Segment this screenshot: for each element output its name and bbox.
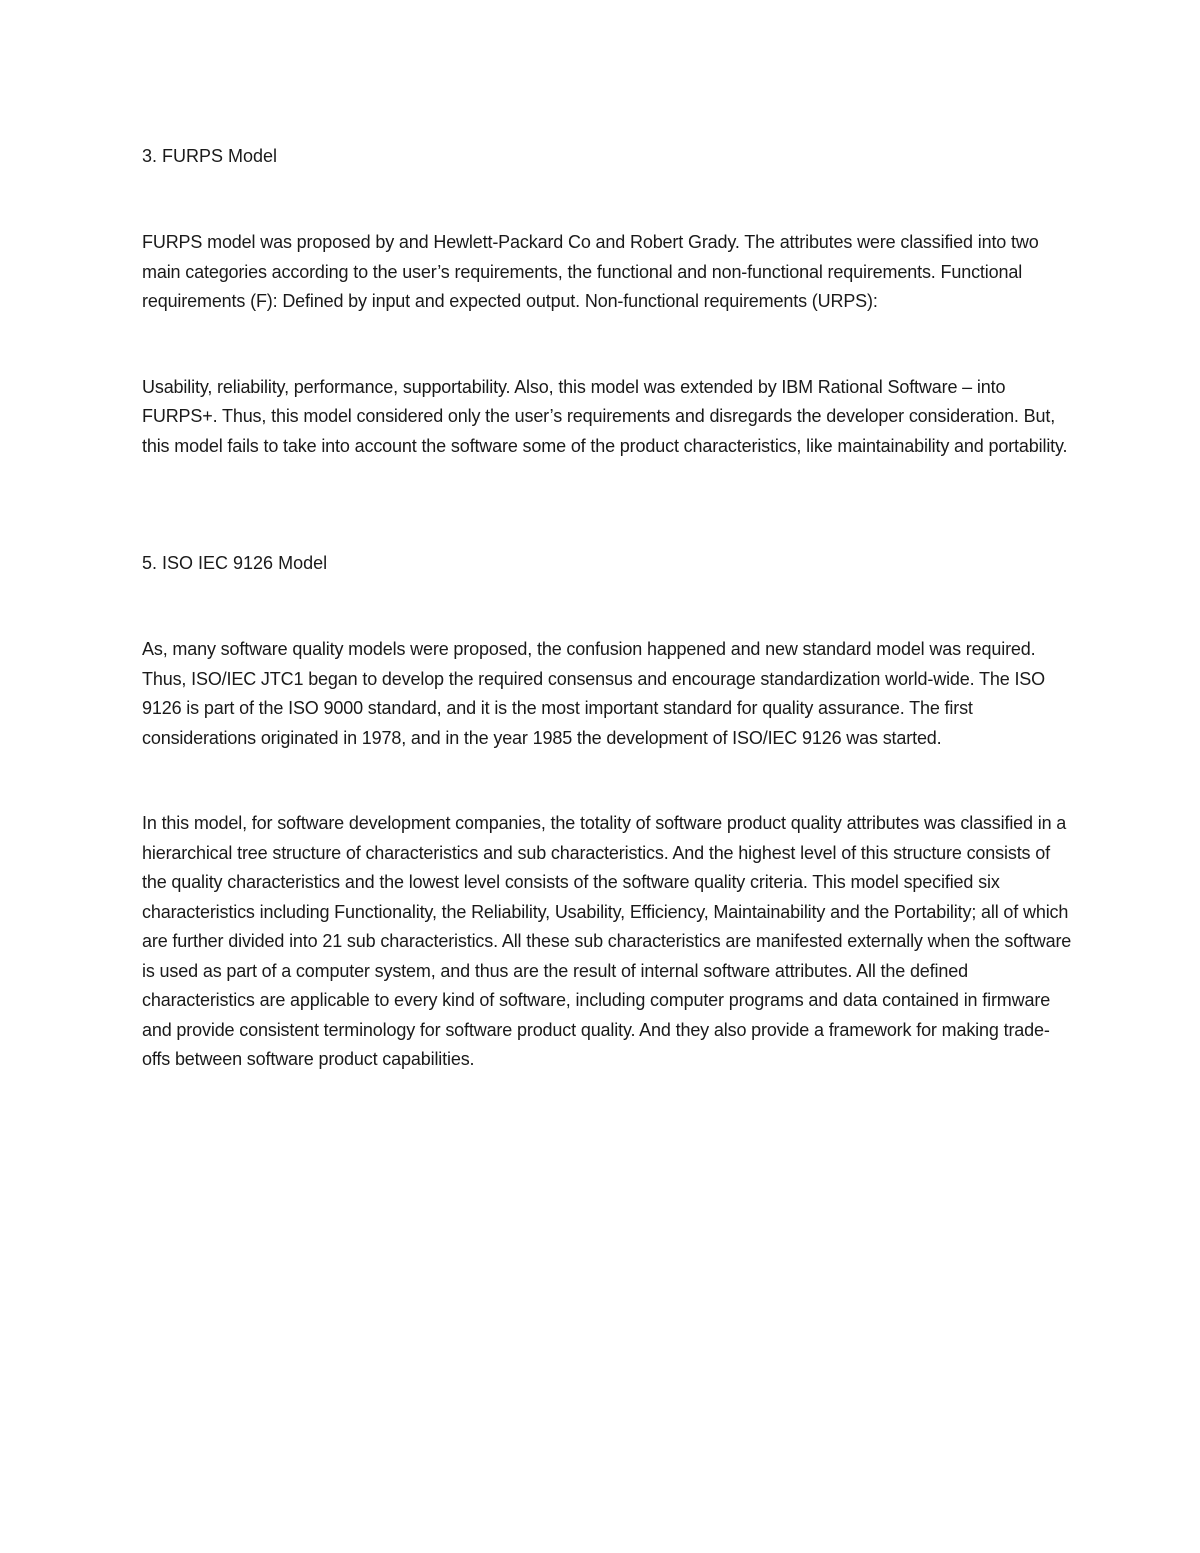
- paragraph-iso-details: In this model, for software development companies, the totality of software product quality attributes was classified in a hierarchical tree structure of characteristics and sub characteristics. And the highest level of this structure consists of the quality characteristics and the lowest level consists of the software quality criteria. This model specified six characteristics including Functionality, the Reliability, Usability, Efficiency, Maintainability and the Portability; all of which are further divided into 21 sub characteristics. All these sub characteristics are manifested externally when the software is used as part of a computer system, and thus are the result of internal software attributes. All the defined characteristics are applicable to every kind of software, including computer programs and data contained in firmware and provide consistent terminology for software product quality. And they also provide a framework for making trade-offs between software product capabilities.: [142, 813, 1072, 1069]
- document-content: [142, 142, 1072, 1075]
- spacer: [142, 578, 1072, 635]
- section-heading-furps: 3. FURPS Model: [142, 146, 278, 166]
- paragraph-furps-details: Usability, reliability, performance, supportability. Also, this model was extended by IBM Rational Software – into FURPS+. Thus, this model considered only the user’s requirements and disregards the developer consideration. But, this model fails to take into account the software some of the product characteristics, like maintainability and portability.: [142, 376, 1068, 456]
- paragraph-furps-intro: FURPS model was proposed by and Hewlett-Packard Co and Robert Grady. The attributes were classified into two main categories according to the user’s requirements, the functional and non-functional requirements. Functional requirements (F): Defined by input and expected output. Non-functional requirements (URPS):: [142, 232, 1039, 311]
- spacer: [142, 171, 1072, 228]
- paragraph-iso-intro: As, many software quality models were proposed, the confusion happened and new standard model was required. Thus, ISO/IEC JTC1 began to develop the required consensus and encourage standardization world-wide. The ISO 9126 is part of the ISO 9000 standard, and it is the most important standard for quality assurance. The first considerations originated in 1978, and in the year 1985 the development of ISO/IEC 9126 was started.: [142, 639, 1045, 748]
- section-heading-iso: 5. ISO IEC 9126 Model: [142, 553, 328, 573]
- spacer: [142, 753, 1072, 809]
- spacer: [142, 461, 1072, 549]
- spacer: [142, 317, 1072, 373]
